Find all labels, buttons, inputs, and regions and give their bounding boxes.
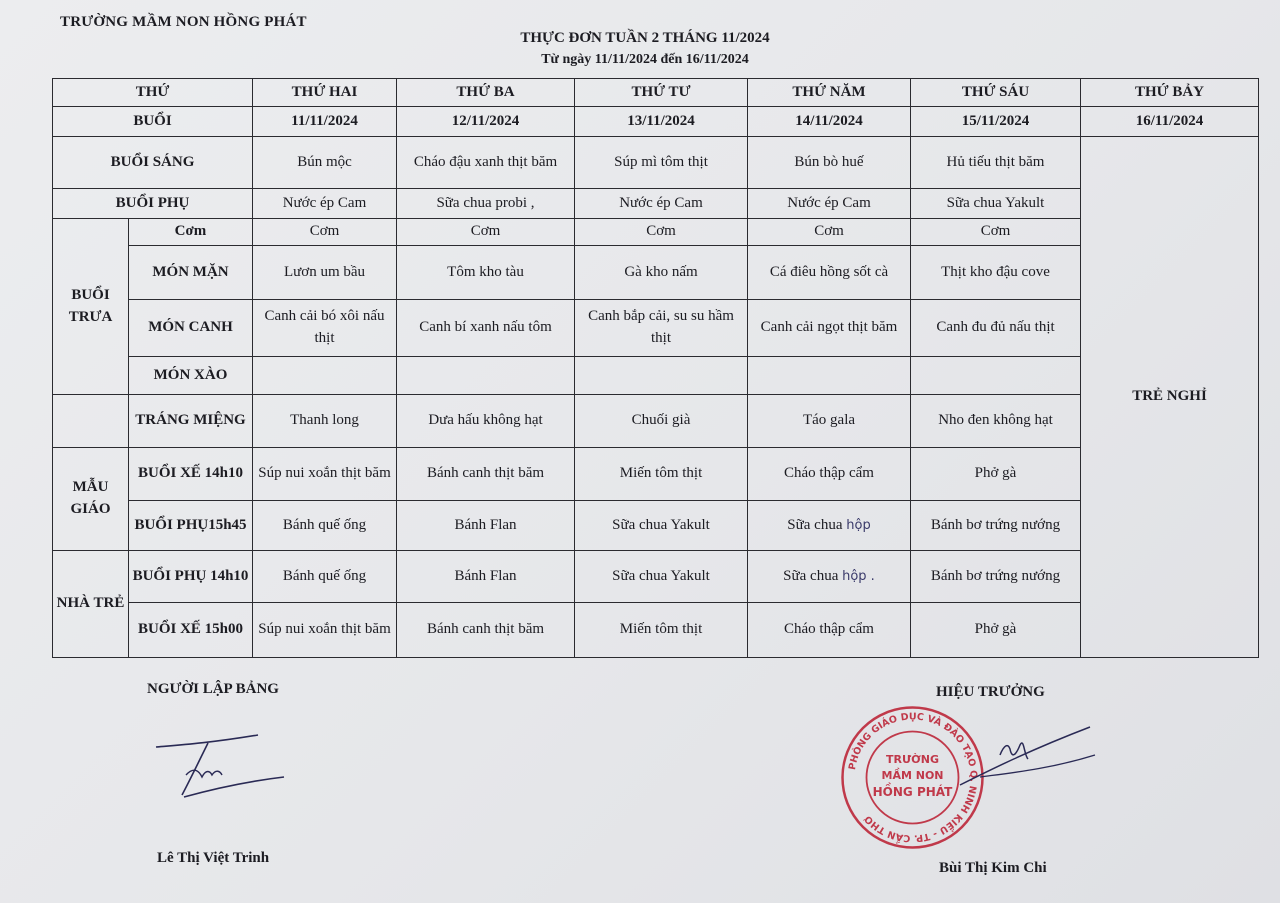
menu-cell: Bánh Flan — [397, 501, 575, 551]
date-tue: 12/11/2024 — [397, 107, 575, 137]
handwritten-note: hộp . — [842, 568, 875, 584]
menu-cell: Canh đu đủ nấu thịt — [911, 300, 1081, 357]
stamp-ring-text: PHÒNG GIÁO DỤC VÀ ĐÀO TẠO Q. NINH KIỀU - TP. CẦN THƠ — [846, 711, 979, 844]
row-label: MÓN CANH — [129, 300, 253, 357]
menu-cell — [748, 357, 911, 395]
menu-cell — [397, 357, 575, 395]
preparer-signature — [150, 725, 300, 805]
menu-cell: Súp nui xoắn thịt băm — [253, 603, 397, 658]
day-wed: THỨ TƯ — [575, 79, 748, 107]
menu-cell: Dưa hấu không hạt — [397, 395, 575, 448]
weekly-menu-table — [52, 78, 1259, 658]
menu-cell: Súp mì tôm thịt — [575, 137, 748, 189]
row-label: BUỔI XẾ 14h10 — [129, 448, 253, 501]
header-row-dates — [53, 107, 1259, 137]
menu-cell: Cơm — [748, 219, 911, 246]
menu-cell — [253, 357, 397, 395]
menu-cell: Bún bò huế — [748, 137, 911, 189]
menu-cell: Canh cải ngọt thịt băm — [748, 300, 911, 357]
group-buoi-trua: BUỔI TRƯA — [53, 219, 129, 395]
menu-cell: Canh bắp cải, su su hầm thịt — [575, 300, 748, 357]
row-mon-man — [53, 246, 1259, 300]
menu-cell: Gà kho nấm — [575, 246, 748, 300]
menu-cell: Sữa chua probi , — [397, 189, 575, 219]
menu-cell: Thanh long — [253, 395, 397, 448]
menu-cell — [911, 357, 1081, 395]
menu-cell: Sữa chua Yakult — [575, 501, 748, 551]
header-row-days — [53, 79, 1259, 107]
date-mon: 11/11/2024 — [253, 107, 397, 137]
row-mon-canh — [53, 300, 1259, 357]
menu-cell: Cơm — [575, 219, 748, 246]
menu-cell — [748, 551, 911, 603]
menu-cell-text: Sữa chua — [783, 567, 839, 584]
menu-cell: Cá điêu hồng sốt cà — [748, 246, 911, 300]
row-label: TRÁNG MIỆNG — [129, 395, 253, 448]
menu-cell: Canh cải bó xôi nấu thịt — [253, 300, 397, 357]
menu-cell: Nước ép Cam — [253, 189, 397, 219]
thu-label: THỨ — [53, 79, 253, 107]
row-nt-buoi-phu — [53, 551, 1259, 603]
menu-cell: Miến tôm thịt — [575, 448, 748, 501]
row-trang-mieng — [53, 395, 1259, 448]
menu-cell: Cơm — [911, 219, 1081, 246]
stamp-line-1: TRƯỜNG — [885, 753, 940, 766]
day-sat: THỨ BẢY — [1081, 79, 1259, 107]
row-buoi-sang — [53, 137, 1259, 189]
row-mg-buoi-phu — [53, 501, 1259, 551]
stamp-line-2: MẦM NON — [881, 769, 944, 782]
group-nha-tre: NHÀ TRẺ — [53, 551, 129, 658]
menu-cell: Bánh bơ trứng nướng — [911, 551, 1081, 603]
menu-cell: Nước ép Cam — [748, 189, 911, 219]
day-fri: THỨ SÁU — [911, 79, 1081, 107]
empty-cell — [53, 395, 129, 448]
menu-cell: Miến tôm thịt — [575, 603, 748, 658]
menu-cell: Bánh canh thịt băm — [397, 603, 575, 658]
day-thu: THỨ NĂM — [748, 79, 911, 107]
row-label: MÓN XÀO — [129, 357, 253, 395]
group-mau-giao: MẪU GIÁO — [53, 448, 129, 551]
day-tue: THỨ BA — [397, 79, 575, 107]
row-label: BUỔI SÁNG — [53, 137, 253, 189]
menu-cell — [575, 357, 748, 395]
menu-cell: Lươn um bầu — [253, 246, 397, 300]
menu-cell: Cơm — [253, 219, 397, 246]
principal-signature — [920, 715, 1100, 795]
day-mon: THỨ HAI — [253, 79, 397, 107]
preparer-name: Lê Thị Việt Trinh — [157, 850, 270, 866]
date-range: Từ ngày 11/11/2024 đến 16/11/2024 — [541, 52, 749, 67]
stamp-line-3: HỒNG PHÁT — [872, 785, 953, 799]
preparer-title: NGƯỜI LẬP BẢNG — [147, 681, 279, 697]
menu-cell: Súp nui xoắn thịt băm — [253, 448, 397, 501]
row-label: BUỔI XẾ 15h00 — [129, 603, 253, 658]
row-label: BUỔI PHỤ15h45 — [129, 501, 253, 551]
date-fri: 15/11/2024 — [911, 107, 1081, 137]
handwritten-note: hộp — [846, 517, 871, 533]
date-sat: 16/11/2024 — [1081, 107, 1259, 137]
principal-name: Bùi Thị Kim Chi — [939, 860, 1047, 876]
menu-cell: Bánh bơ trứng nướng — [911, 501, 1081, 551]
menu-cell: Sữa chua Yakult — [575, 551, 748, 603]
menu-cell: Cháo thập cẩm — [748, 603, 911, 658]
row-label: Cơm — [129, 219, 253, 246]
menu-cell: Nho đen không hạt — [911, 395, 1081, 448]
menu-cell: Bánh quế ống — [253, 551, 397, 603]
row-label: BUỔI PHỤ 14h10 — [129, 551, 253, 603]
menu-cell: Táo gala — [748, 395, 911, 448]
menu-cell: Phở gà — [911, 603, 1081, 658]
menu-cell: Nước ép Cam — [575, 189, 748, 219]
menu-cell: Thịt kho đậu cove — [911, 246, 1081, 300]
menu-cell: Cơm — [397, 219, 575, 246]
row-label: MÓN MẶN — [129, 246, 253, 300]
saturday-note: TRẺ NGHỈ — [1081, 137, 1259, 658]
principal-title: HIỆU TRƯỞNG — [936, 684, 1045, 700]
menu-cell — [748, 501, 911, 551]
menu-cell: Sữa chua Yakult — [911, 189, 1081, 219]
row-com — [53, 219, 1259, 246]
menu-cell: Bánh Flan — [397, 551, 575, 603]
menu-cell: Chuối già — [575, 395, 748, 448]
menu-cell: Bánh quế ống — [253, 501, 397, 551]
row-mg-buoi-xe — [53, 448, 1259, 501]
menu-cell: Canh bí xanh nấu tôm — [397, 300, 575, 357]
menu-cell: Bún mộc — [253, 137, 397, 189]
menu-cell: Tôm kho tàu — [397, 246, 575, 300]
school-name: TRƯỜNG MẦM NON HỒNG PHÁT — [60, 14, 307, 30]
menu-cell-text: Sữa chua — [787, 516, 843, 533]
row-buoi-phu — [53, 189, 1259, 219]
date-wed: 13/11/2024 — [575, 107, 748, 137]
menu-title: THỰC ĐƠN TUẦN 2 THÁNG 11/2024 — [520, 30, 770, 46]
buoi-label: BUỔI — [53, 107, 253, 137]
menu-cell: Phở gà — [911, 448, 1081, 501]
menu-cell: Cháo thập cẩm — [748, 448, 911, 501]
menu-cell: Bánh canh thịt băm — [397, 448, 575, 501]
menu-cell: Hủ tiếu thịt băm — [911, 137, 1081, 189]
menu-cell: Cháo đậu xanh thịt băm — [397, 137, 575, 189]
row-mon-xao — [53, 357, 1259, 395]
date-thu: 14/11/2024 — [748, 107, 911, 137]
row-nt-buoi-xe — [53, 603, 1259, 658]
row-label: BUỔI PHỤ — [53, 189, 253, 219]
